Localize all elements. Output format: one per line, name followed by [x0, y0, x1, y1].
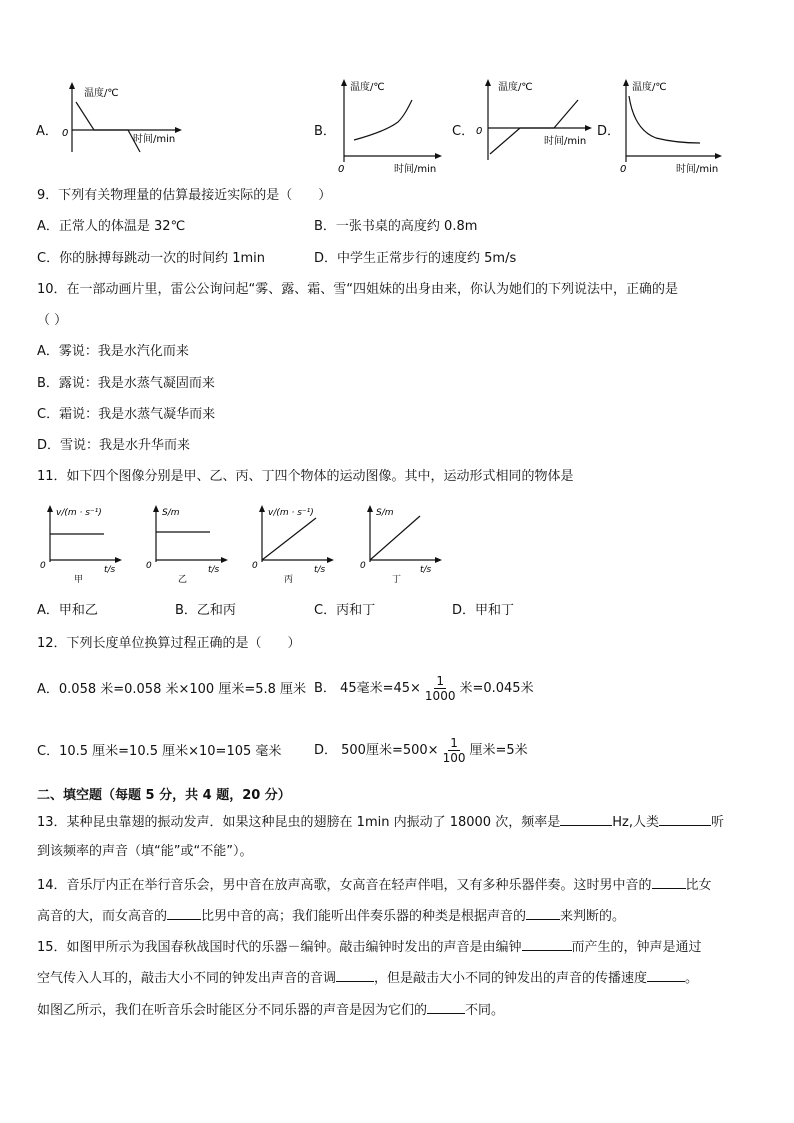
q8-graph-c-ylabel: 温度/℃ — [498, 82, 533, 93]
q8-graph-d-ylabel: 温度/℃ — [632, 82, 667, 93]
q8-graph-c-xlabel: 时间/min — [544, 136, 587, 147]
q11-jia-ylabel: v/(m · s⁻¹) — [56, 508, 102, 518]
q11-jia-origin: 0 — [40, 561, 46, 571]
q14-text-2c: 来判断的。 — [560, 909, 626, 924]
q8-graph-b-ylabel: 温度/℃ — [350, 82, 385, 93]
q12-option-d-denominator: 100 — [442, 751, 466, 765]
q11-ding-label: 丁 — [392, 575, 402, 585]
q11-option-d: D．甲和丁 — [452, 603, 515, 618]
q13-blank-2[interactable] — [659, 811, 711, 826]
q15-blank-4[interactable] — [427, 999, 465, 1014]
q12-option-c: C．10.5 厘米=10.5 厘米×10=105 毫米 — [37, 744, 282, 759]
q11-option-c: C．丙和丁 — [314, 603, 376, 618]
q11-jia-label: 甲 — [74, 575, 84, 585]
q14-text-1b: 比女 — [685, 878, 712, 893]
q15-text-2b: ，但是敲击大小不同的钟发出的声音的传播速度 — [374, 971, 648, 986]
q10-stem-cont: （ ） — [37, 313, 68, 328]
q14-line-2 — [37, 905, 625, 927]
q11-graph-ding — [358, 504, 448, 586]
q13-text-1b: Hz,人类 — [612, 815, 659, 830]
q12-option-d-numerator: 1 — [450, 736, 458, 750]
q12-option-d-pre: D． 500厘米=500× — [314, 743, 439, 758]
q13-line-2: 到该频率的声音（填“能”或“不能”）。 — [37, 844, 253, 859]
q8-graph-b — [334, 76, 446, 176]
q10-option-b: B．露说：我是水蒸气凝固而来 — [37, 376, 215, 391]
q9-stem: 9．下列有关物理量的估算最接近实际的是（ ） — [37, 188, 332, 203]
q11-yi-origin: 0 — [146, 561, 152, 571]
q12-option-d-fraction — [441, 736, 468, 765]
q15-text-3a: 如图乙所示，我们在听音乐会时能区分不同乐器的声音是因为它们的 — [37, 1003, 428, 1018]
q13-text-1a: 13．某种昆虫靠翅的振动发声．如果这种昆虫的翅膀在 1min 内振动了 18000 次，频率是 — [37, 815, 561, 830]
q15-line-2 — [37, 967, 698, 989]
q12-option-b-denominator: 1000 — [424, 689, 456, 703]
q14-text-2b: 比男中音的高；我们能听出伴奏乐器的种类是根据声音的 — [201, 909, 527, 924]
q14-text-1a: 14．音乐厅内正在举行音乐会，男中音在放声高歌，女高音在轻声伴唱，又有多种乐器伴奏。这时男中音的 — [37, 878, 652, 893]
q8-graph-a-xlabel: 时间/min — [133, 134, 176, 145]
q11-bing-ylabel: v/(m · s⁻¹) — [268, 508, 314, 518]
q13-blank-1[interactable] — [560, 811, 612, 826]
q8-option-c-letter: C． — [452, 124, 475, 139]
q10-option-c: C．霜说：我是水蒸气凝华而来 — [37, 407, 216, 422]
q9-option-b: B．一张书桌的高度约 0.8m — [314, 219, 478, 234]
q15-blank-3[interactable] — [647, 967, 685, 982]
q8-graph-b-xlabel: 时间/min — [394, 164, 437, 175]
q11-ding-xlabel: t/s — [420, 565, 432, 575]
q8-option-a-letter: A． — [36, 124, 58, 139]
q9-option-a: A．正常人的体温是 32℃ — [37, 219, 186, 234]
q11-graph-jia — [38, 504, 128, 586]
q10-option-a: A．雾说：我是水汽化而来 — [37, 344, 189, 359]
q15-text-1a: 15．如图甲所示为我国春秋战国时代的乐器－编钟。敲击编钟时发出的声音是由编钟 — [37, 940, 522, 955]
q8-graph-a-ylabel: 温度/℃ — [84, 88, 119, 99]
q8-graph-a-origin: 0 — [62, 128, 69, 139]
q11-ding-ylabel: S/m — [376, 508, 394, 518]
q8-graph-b-origin: 0 — [338, 164, 345, 175]
q15-blank-1[interactable] — [522, 936, 572, 951]
q8-graph-c — [472, 76, 596, 166]
q15-text-2a: 空气传入人耳的，敲击大小不同的钟发出声音的音调 — [37, 971, 337, 986]
q11-graph-bing — [250, 504, 340, 586]
q9-option-c: C．你的脉搏每跳动一次的时间约 1min — [37, 251, 265, 266]
q11-option-a: A．甲和乙 — [37, 603, 98, 618]
q8-graph-d-origin: 0 — [620, 164, 627, 175]
q11-yi-ylabel: S/m — [162, 508, 180, 518]
q8-graph-d-xlabel: 时间/min — [676, 164, 719, 175]
q12-option-b-numerator: 1 — [436, 674, 445, 688]
q11-bing-label: 丙 — [284, 575, 294, 585]
q10-option-d: D．雪说：我是水升华而来 — [37, 438, 191, 453]
q10-stem: 10．在一部动画片里，雷公公询问起“雾、露、霜、雪“四姐妹的出身由来，你认为她们的下列说法中，正确的是 — [37, 282, 679, 297]
q15-text-2c: 。 — [685, 971, 699, 986]
q11-ding-origin: 0 — [360, 561, 366, 571]
q14-line-1 — [37, 874, 712, 896]
q13-text-1c: 听 — [710, 815, 724, 830]
q12-option-d-post: 厘米=5米 — [469, 743, 528, 758]
q8-graph-d — [616, 76, 726, 176]
q9-option-d: D．中学生正常步行的速度约 5m/s — [314, 251, 517, 266]
q12-option-a: A．0.058 米=0.058 米×100 厘米=5.8 厘米 — [37, 682, 307, 697]
q14-blank-1[interactable] — [652, 874, 686, 889]
q15-line-3 — [37, 999, 504, 1021]
q14-text-2a: 高音的大，而女高音的 — [37, 909, 168, 924]
q12-option-b-post: 米=0.045米 — [459, 681, 534, 696]
q8-option-d-letter: D． — [597, 124, 621, 139]
q8-graph-c-origin: 0 — [476, 126, 483, 137]
q8-graph-a — [58, 80, 188, 158]
q8-option-b-letter: B． — [314, 124, 336, 139]
q11-yi-xlabel: t/s — [208, 565, 220, 575]
q11-yi-label: 乙 — [178, 575, 188, 585]
q12-option-d — [314, 730, 528, 772]
q15-line-1 — [37, 936, 702, 958]
q11-option-b: B．乙和丙 — [175, 603, 236, 618]
q12-option-b-pre: B． 45毫米=45× — [314, 681, 421, 696]
q11-stem: 11．如下四个图像分别是甲、乙、丙、丁四个物体的运动图像。其中，运动形式相同的物体是 — [37, 469, 574, 484]
q14-blank-2[interactable] — [167, 905, 201, 920]
section-2-title: 二、填空题（每题 5 分，共 4 题，20 分） — [37, 788, 291, 803]
q11-bing-xlabel: t/s — [314, 565, 326, 575]
q15-blank-2[interactable] — [336, 967, 374, 982]
q12-stem: 12．下列长度单位换算过程正确的是（ ） — [37, 636, 301, 651]
q12-option-b — [314, 668, 534, 710]
q13-line-1 — [37, 811, 724, 833]
q15-text-3b: 不同。 — [465, 1003, 505, 1018]
q11-bing-origin: 0 — [252, 561, 258, 571]
q11-graph-yi — [144, 504, 234, 586]
q11-jia-xlabel: t/s — [104, 565, 116, 575]
q12-option-b-fraction — [423, 674, 458, 703]
q15-text-1b: 而产生的，钟声是通过 — [571, 940, 702, 955]
q14-blank-3[interactable] — [526, 905, 560, 920]
